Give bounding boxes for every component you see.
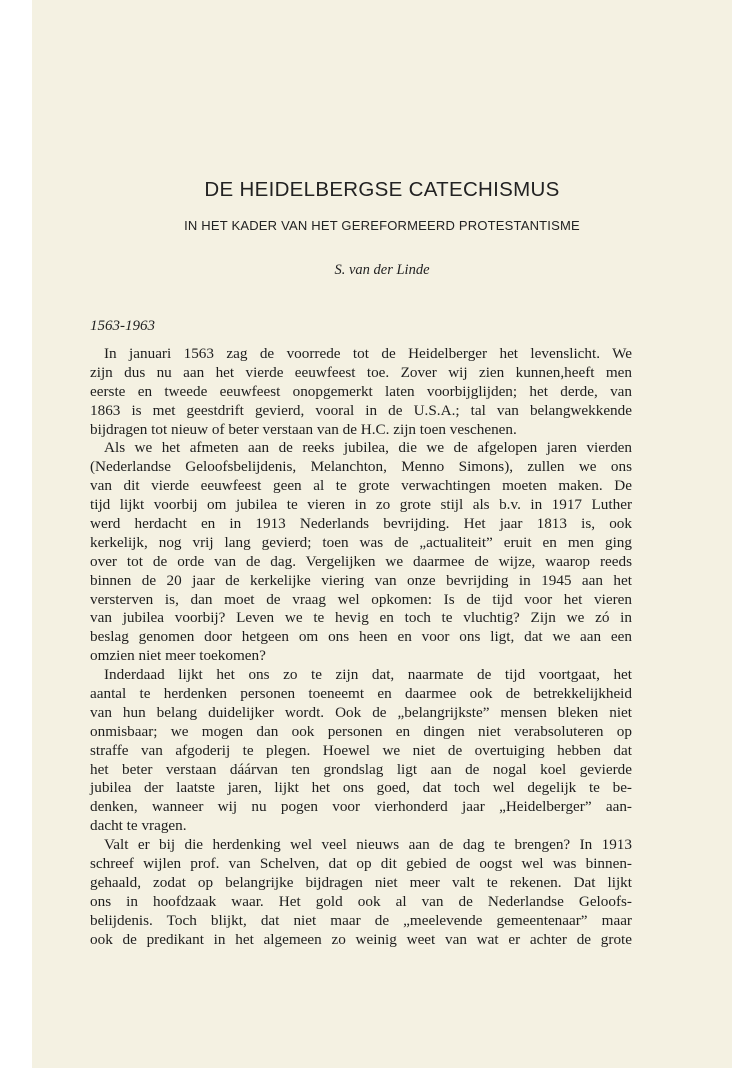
text-line: ons in hoofdzaak waar. Het gold ook al van de Nederlandse Geloofs- xyxy=(90,892,632,910)
text-line: tijd lijkt voorbij om jubilea te vieren in zo grote stijl als b.v. in 1917 Luther xyxy=(90,496,632,514)
text-line: aantal te herdenken personen toeneemt en daarmee ook de betrekkelijkheid xyxy=(90,685,632,703)
document-page xyxy=(32,0,732,1068)
text-line: Als we het afmeten aan de reeks jubilea, die we de afgelopen jaren vierden xyxy=(104,439,632,457)
text-line: binnen de 20 jaar de kerkelijke viering van onze bevrijding in 1945 aan het xyxy=(90,571,632,589)
article-title: DE HEIDELBERGSE CATECHISMUS xyxy=(204,178,560,201)
paragraph-2 xyxy=(90,439,632,666)
text-line: dacht te vragen. xyxy=(90,817,187,835)
text-line: 1863 is met geestdrift gevierd, vooral in de U.S.A.; tal van belangwekkende xyxy=(90,401,632,419)
text-line: Valt er bij die herdenking wel veel nieuws aan de dag te brengen? In 1913 xyxy=(104,836,632,854)
text-line: gehaald, zodat op belangrijke bijdragen niet meer valt te rekenen. Dat lijkt xyxy=(90,873,632,891)
text-line: kerkelijk, nog vrij lang gevierd; toen was de „actualiteit” eruit en men ging xyxy=(90,533,632,551)
text-line: jubilea der laatste jaren, lijkt het ons goed, dat toch wel degelijk te be- xyxy=(90,779,632,797)
text-line: eerste en tweede eeuwfeest onopgemerkt laten voorbijglijden; het derde, van xyxy=(90,382,632,400)
text-line: over tot de orde van de dag. Vergelijken we daarmee de wijze, waarop reeds xyxy=(90,552,632,570)
paragraph-3 xyxy=(90,666,632,836)
text-line: van jubilea voorbij? Leven we te hevig en toch te vluchtig? Zijn we zó in xyxy=(90,609,632,627)
text-line: bijdragen tot nieuw of beter verstaan van de H.C. zijn toen veschenen. xyxy=(90,420,517,438)
text-line: belijdenis. Toch blijkt, dat niet maar de „meelevende gemeentenaar” maar xyxy=(90,911,632,929)
text-line: het beter verstaan dáárvan ten grondslag ligt aan de nogal koel gevierde xyxy=(90,760,632,778)
text-line: schreef wijlen prof. van Schelven, dat op dit gebied de oogst wel was binnen- xyxy=(90,855,632,873)
text-line: zijn dus nu aan het vierde eeuwfeest toe. Zover wij zien kunnen,heeft men xyxy=(90,363,632,381)
text-line: (Nederlandse Geloofsbelijdenis, Melanchton, Menno Simons), zullen we ons xyxy=(90,458,632,476)
text-line: beslag genomen door hetgeen om ons heen en voor ons ligt, dat we aan een xyxy=(90,628,632,646)
text-line: versterven is, dan moet de vraag wel opkomen: Is de tijd voor het vieren xyxy=(90,590,632,608)
text-line: denken, wanneer wij nu pogen voor vierhonderd jaar „Heidelberger” aan- xyxy=(90,798,632,816)
paragraph-1 xyxy=(90,345,632,439)
text-line: In januari 1563 zag de voorrede tot de Heidelberger het levenslicht. We xyxy=(104,345,632,362)
text-line: Inderdaad lijkt het ons zo te zijn dat, naarmate de tijd voortgaat, het xyxy=(104,666,632,684)
article-author: S. van der Linde xyxy=(334,262,430,278)
article-body xyxy=(90,345,632,950)
text-line: van hun belang duidelijker wordt. Ook de „belangrijkste” mensen bleken niet xyxy=(90,703,632,721)
text-line: van dit vierde eeuwfeest geen al te grote verwachtingen moeten maken. De xyxy=(90,477,632,495)
paragraph-4 xyxy=(90,836,632,949)
text-line: straffe van afgoderij te plegen. Hoewel we niet de overtuiging hebben dat xyxy=(90,741,632,759)
text-line: onmisbaar; we mogen dan ook personen en dingen niet verabsoluteren op xyxy=(90,722,632,740)
section-heading: 1563-1963 xyxy=(90,318,155,334)
text-line: omzien niet meer toekomen? xyxy=(90,647,266,665)
article-subtitle: IN HET KADER VAN HET GEREFORMEERD PROTESTANTISME xyxy=(184,218,580,233)
text-line: ook de predikant in het algemeen zo weinig weet van wat er achter de grote xyxy=(90,930,632,948)
text-line: werd herdacht en in 1913 Nederlands bevrijding. Het jaar 1813 is, ook xyxy=(90,515,632,533)
